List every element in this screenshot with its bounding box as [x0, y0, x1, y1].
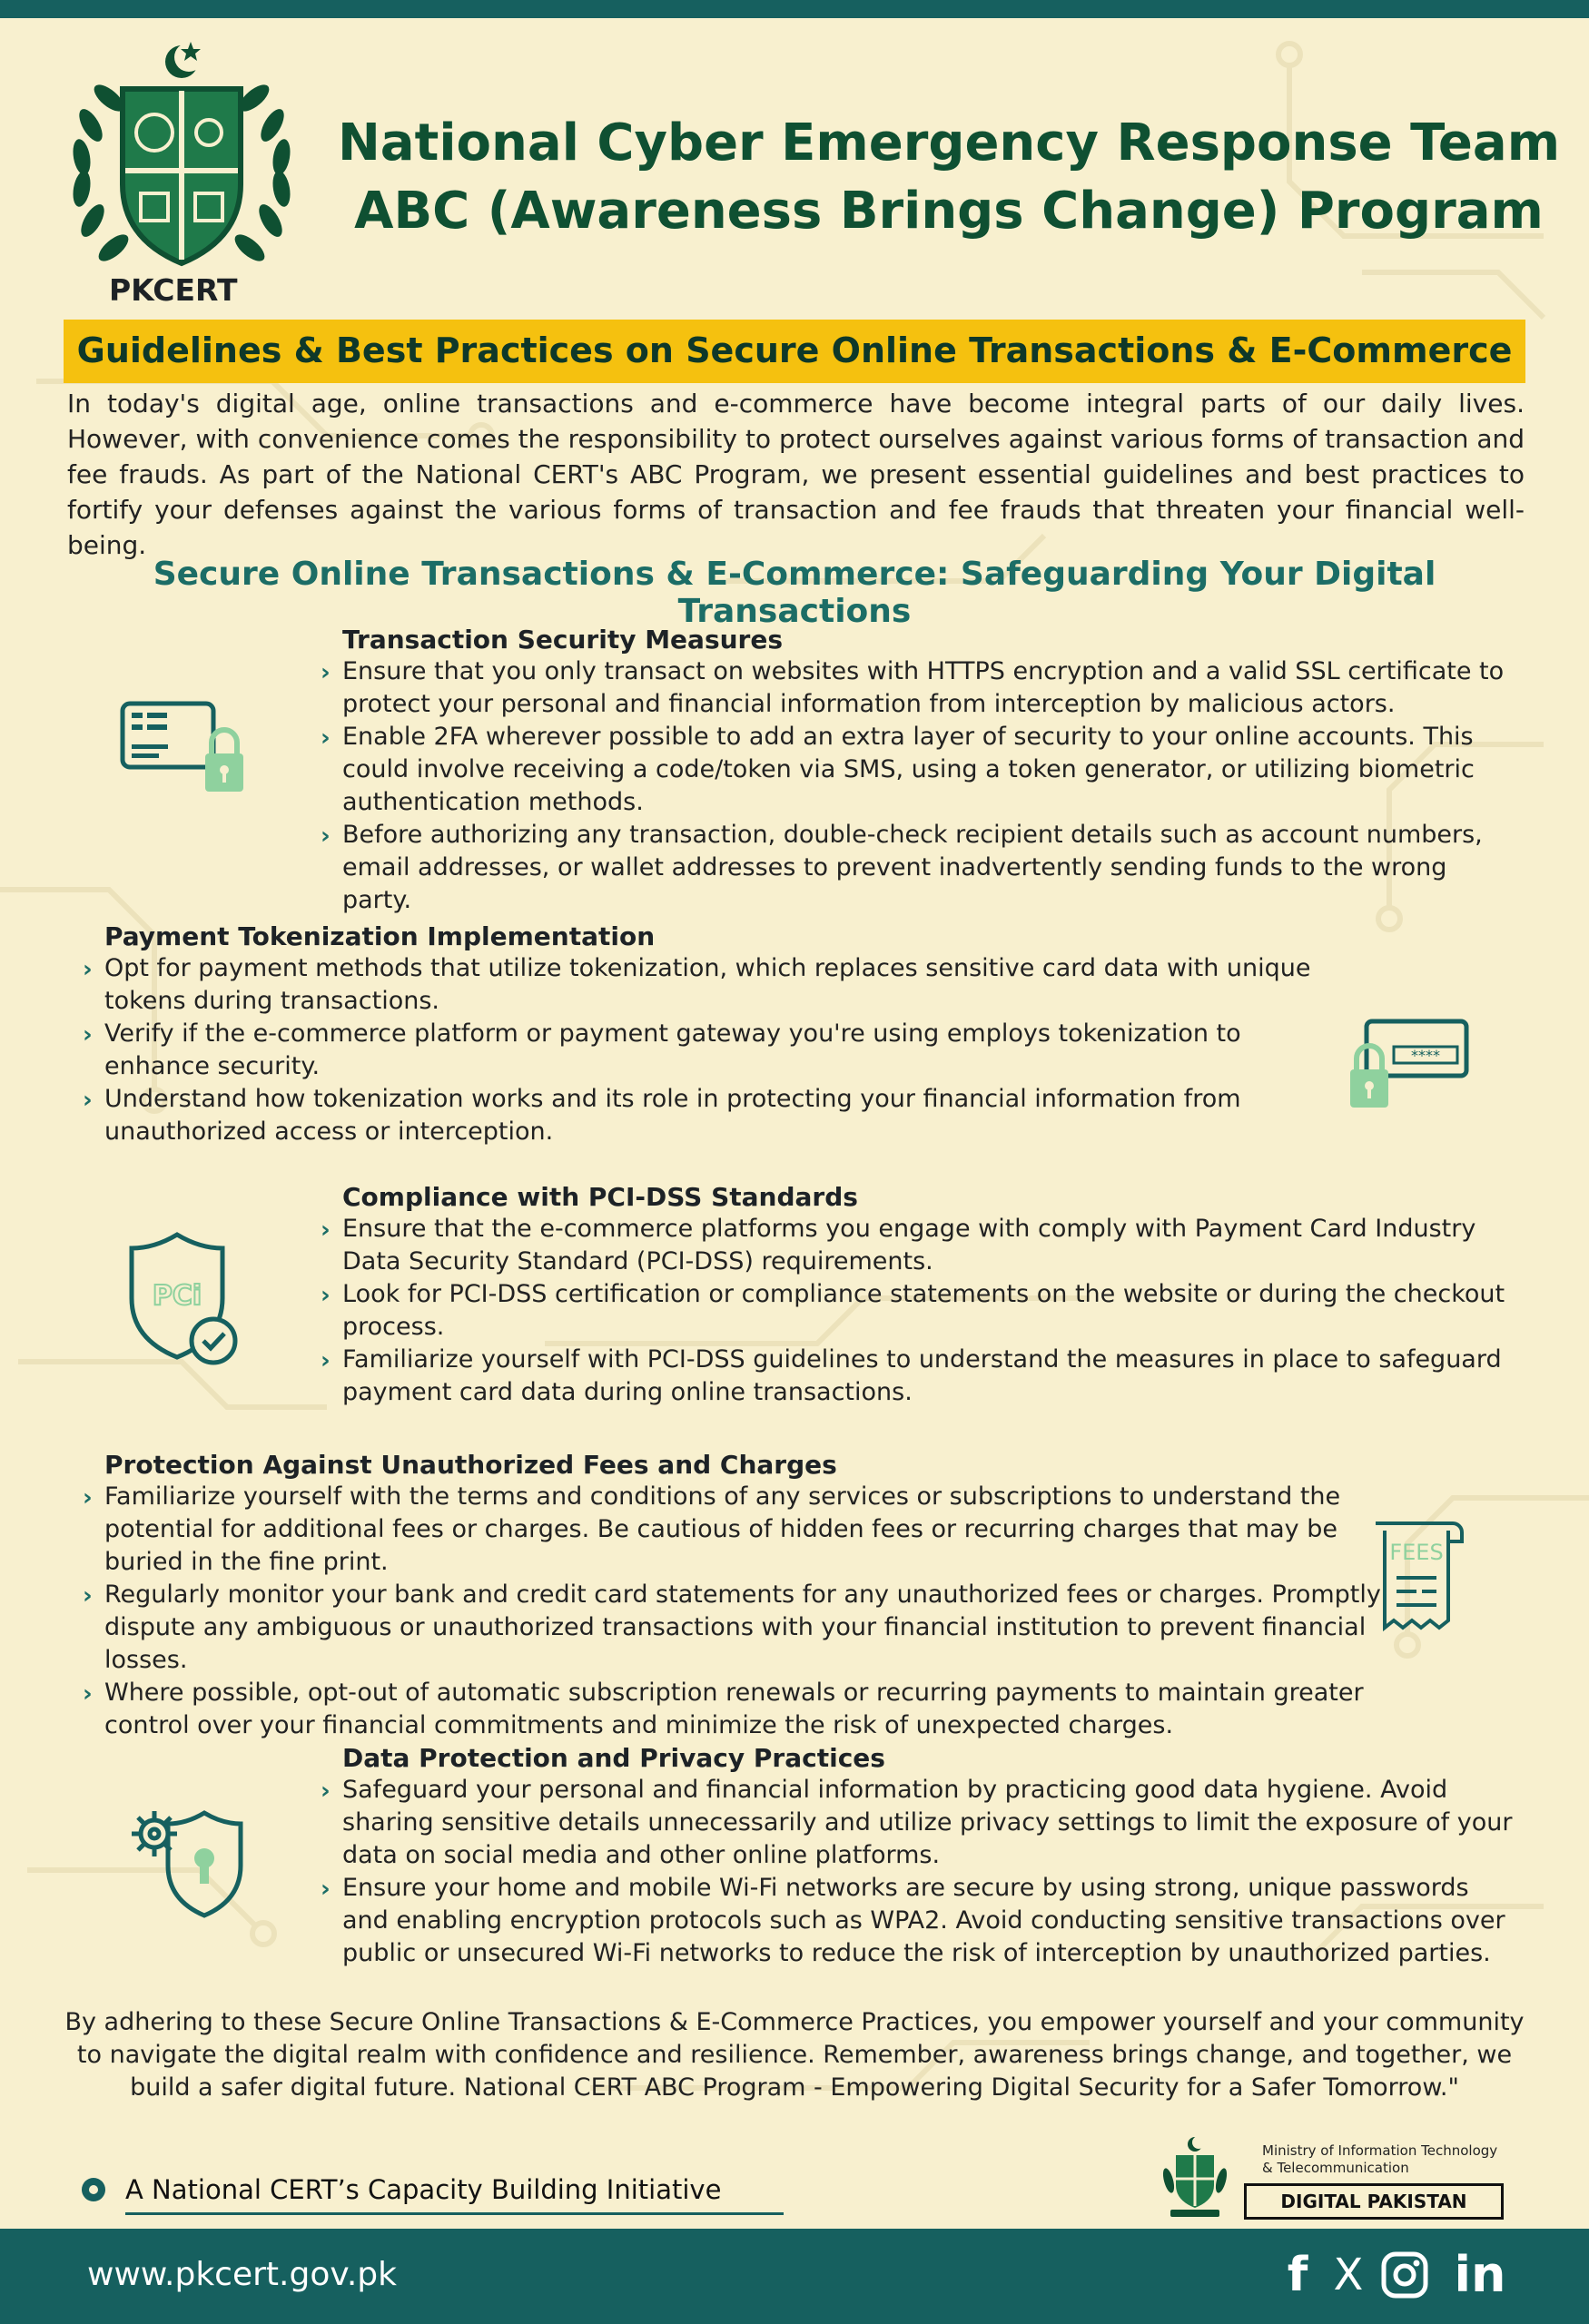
- instagram-icon[interactable]: [1380, 2250, 1429, 2299]
- chevron-right-icon: ›: [321, 659, 331, 686]
- svg-text:PCi: PCi: [152, 1280, 202, 1312]
- chevron-right-icon: ›: [321, 1876, 331, 1903]
- svg-text:****: ****: [1411, 1047, 1440, 1064]
- chevron-right-icon: ›: [83, 1582, 93, 1610]
- chevron-right-icon: ›: [321, 1216, 331, 1244]
- footer-bar: [0, 2229, 1589, 2324]
- fees-receipt-icon: [1362, 1514, 1471, 1641]
- title-line-1: National Cyber Emergency Response Team: [337, 113, 1561, 172]
- list-item: › Enable 2FA wherever possible to add an extra layer of security to your online accounts. This could involve receiving a code/token via SMS, using a token generator, or utilizing biometric authentication methods.: [321, 723, 1475, 816]
- bullet-list: [83, 952, 1330, 1148]
- list-item: › Familiarize yourself with the terms and conditions of any services or subscriptions to understand the potential for additional fees or charges. Be cautious of hidden fees or recurring charges that may be buried in the fine print.: [83, 1482, 1341, 1576]
- guidelines-banner: [64, 320, 1525, 383]
- chevron-right-icon: ›: [321, 1282, 331, 1309]
- list-item: › Regularly monitor your bank and credit card statements for any unauthorized fees or charges. Promptly dispute any ambiguous or unauthorized transactions with your financial institution to prevent financial losses.: [83, 1581, 1381, 1674]
- section-title: Transaction Security Measures: [342, 625, 784, 655]
- bullet-list: [321, 1213, 1514, 1409]
- linkedin-icon[interactable]: in: [1454, 2246, 1506, 2303]
- underline-divider: [125, 2212, 784, 2215]
- banner-text: Guidelines & Best Practices on Secure Online Transactions & E-Commerce: [76, 330, 1513, 370]
- chevron-right-icon: ›: [321, 724, 331, 752]
- chevron-right-icon: ›: [83, 956, 93, 983]
- ministry-name: [1262, 2142, 1497, 2177]
- state-emblem-icon: [1158, 2135, 1232, 2219]
- list-item: › Before authorizing any transaction, double-check recipient details such as account numbers, email addresses, or wallet addresses to prevent inadvertently sending funds to the wrong party.: [321, 821, 1483, 914]
- list-item: › Opt for payment methods that utilize tokenization, which replaces sensitive card data with unique tokens during transactions.: [83, 954, 1311, 1015]
- list-item: › Ensure that the e-commerce platforms you engage with comply with Payment Card Industry Data Security Standard (PCI-DSS) requirements.: [321, 1215, 1476, 1275]
- list-item: › Verify if the e-commerce platform or payment gateway you're using employs tokenization to enhance security.: [83, 1019, 1241, 1080]
- bullet-list: [321, 655, 1514, 917]
- initiative-text: A National CERT’s Capacity Building Initiative: [125, 2174, 722, 2205]
- list-item: › Look for PCI-DSS certification or compliance statements on the website or during the checkout process.: [321, 1280, 1505, 1341]
- section-title: Data Protection and Privacy Practices: [342, 1743, 885, 1773]
- list-item: › Ensure that you only transact on websites with HTTPS encryption and a valid SSL certificate to protect your personal and financial information from interception by malicious actors.: [321, 657, 1505, 718]
- chevron-right-icon: ›: [83, 1680, 93, 1708]
- chevron-right-icon: ›: [83, 1021, 93, 1049]
- chevron-right-icon: ›: [321, 1347, 331, 1374]
- svg-text:FEES: FEES: [1389, 1540, 1444, 1565]
- chevron-right-icon: ›: [321, 1777, 331, 1805]
- list-item: › Ensure your home and mobile Wi-Fi networks are secure by using strong, unique passwords and enabling encryption protocols such as WPA2. Avoid conducting sensitive transactions over public or unsecured Wi-Fi networks to reduce the risk of interception by unauthorized parties.: [321, 1874, 1505, 1967]
- list-item: › Safeguard your personal and financial information by practicing good data hygiene. Avoid sharing sensitive details unnecessarily and utilize privacy settings to limit the exposure of your data on social media and other online platforms.: [321, 1776, 1513, 1869]
- bullet-dot-icon: [82, 2178, 105, 2201]
- ministry-line-2: & Telecommunication: [1262, 2160, 1409, 2176]
- chevron-right-icon: ›: [83, 1484, 93, 1512]
- ministry-line-1: Ministry of Information Technology: [1262, 2142, 1498, 2159]
- section-title: Compliance with PCI-DSS Standards: [342, 1182, 858, 1212]
- list-item: › Understand how tokenization works and its role in protecting your financial information from unauthorized access or interception.: [83, 1085, 1241, 1146]
- list-item: › Familiarize yourself with PCI-DSS guidelines to understand the measures in place to safeguard payment card data during online transactions.: [321, 1345, 1502, 1406]
- title-line-2: ABC (Awareness Brings Change) Program: [354, 182, 1544, 241]
- bullet-list: [321, 1774, 1514, 1970]
- pci-shield-icon: [127, 1230, 241, 1366]
- website-link[interactable]: www.pkcert.gov.pk: [87, 2256, 397, 2293]
- password-lock-icon: [1344, 1017, 1471, 1112]
- list-item: › Where possible, opt-out of automatic subscription renewals or recurring payments to maintain greater control over your financial commitments and minimize the risk of unexpected charges.: [83, 1679, 1364, 1739]
- closing-paragraph: By adhering to these Secure Online Transactions & E-Commerce Practices, you empower yourself and your community to navigate the digital realm with confidence and resilience. Remember, awareness brings change, and together, we build a safer digital future. National CERT ABC Program - Empowering Digital Security for a Safer Tomorrow.": [64, 2008, 1525, 2102]
- pkcert-label: PKCERT: [109, 272, 238, 308]
- chevron-right-icon: ›: [83, 1087, 93, 1114]
- chevron-right-icon: ›: [321, 822, 331, 850]
- section-title: Protection Against Unauthorized Fees and Charges: [104, 1450, 837, 1480]
- x-twitter-icon[interactable]: X: [1333, 2250, 1364, 2300]
- section-subtitle: Secure Online Transactions & E-Commerce: Safeguarding Your Digital Transactions: [153, 556, 1436, 630]
- digital-pakistan-badge: DIGITAL PAKISTAN: [1244, 2183, 1504, 2220]
- intro-paragraph: In today's digital age, online transactions and e-commerce have become integral parts of our daily lives. However, with convenience comes the responsibility to protect ourselves against various forms of transaction and fee frauds. As part of the National CERT's ABC Program, we present essential guidelines and best practices to fortify your defenses against the various forms of transaction and fee frauds that threaten your financial well-being.: [67, 389, 1525, 560]
- gear-shield-icon: [127, 1802, 245, 1925]
- top-band: [0, 0, 1589, 18]
- card-lock-icon: [118, 699, 245, 799]
- facebook-icon[interactable]: f: [1287, 2248, 1308, 2302]
- bullet-list: [83, 1481, 1385, 1742]
- section-title: Payment Tokenization Implementation: [104, 921, 656, 951]
